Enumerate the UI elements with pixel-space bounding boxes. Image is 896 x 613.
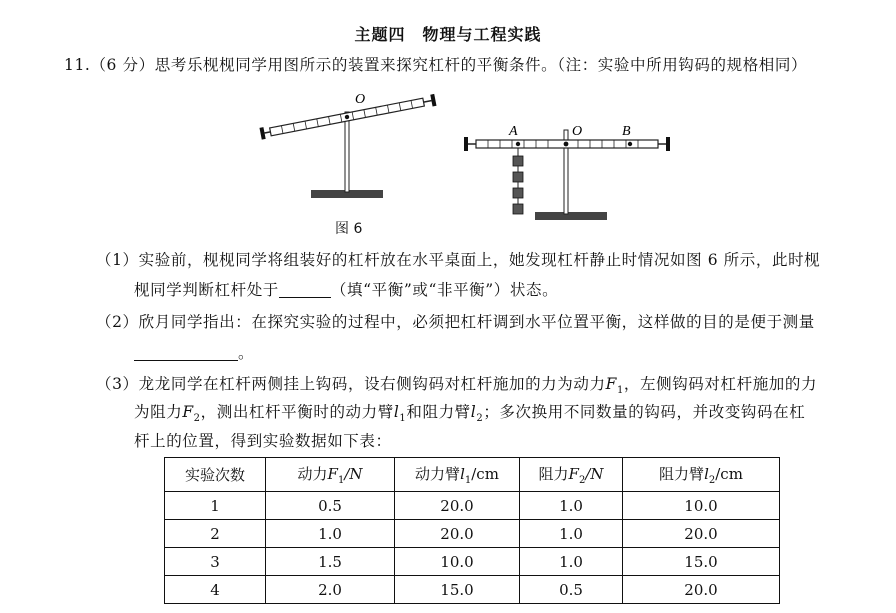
question-score: （6 分）: [90, 56, 155, 74]
table-cell: 20.0: [395, 492, 520, 520]
table-row: [165, 492, 780, 520]
experiment-data-table: [164, 457, 780, 604]
table-cell: 1.0: [520, 548, 623, 576]
part2-line2: [134, 341, 254, 363]
subscript: 2: [476, 413, 484, 425]
table-row: [165, 548, 780, 576]
table-cell: 10.0: [395, 548, 520, 576]
part3-text: ；多次换用不同数量的钩码，并改变钩码在杠: [483, 403, 806, 421]
label-b: B: [622, 124, 631, 139]
table-cell: 15.0: [395, 576, 520, 604]
symbol-f: F: [182, 403, 194, 421]
table-header-row: [165, 458, 780, 492]
question-stem: [64, 53, 807, 75]
figure-caption: 图 6: [335, 221, 363, 237]
part1-answer-blank[interactable]: [279, 281, 331, 298]
table-cell: 0.5: [266, 492, 395, 520]
part1-line2: [134, 278, 558, 300]
question-number: 11.: [64, 56, 91, 74]
label-a: A: [509, 124, 518, 139]
symbol-l: l: [470, 403, 477, 421]
table-cell: 20.0: [623, 520, 780, 548]
horizontal-lever-apparatus: [464, 124, 670, 220]
table-cell: 1.0: [266, 520, 395, 548]
part1-text-after: （填“平衡”或“非平衡”）状态。: [330, 281, 559, 299]
header-effort-arm: 动力臂$l_1/cm$: [395, 458, 520, 492]
table-cell: 2: [165, 520, 266, 548]
header-effort-force: 动力$F_1/N$: [266, 458, 395, 492]
part3-line2: [134, 400, 805, 424]
part3-line3: 杆上的位置，得到实验数据如下表：: [134, 432, 392, 450]
subscript: 2: [193, 413, 201, 425]
lever-figure: [255, 90, 695, 220]
table-cell: 0.5: [520, 576, 623, 604]
part3-text: ，测出杠杆平衡时的动力臂: [200, 403, 394, 421]
subscript: 1: [399, 413, 407, 425]
header-load-force: 阻力$F_2/N$: [520, 458, 623, 492]
symbol-l: l: [393, 403, 400, 421]
header-trial-count: 实验次数: [165, 458, 266, 492]
question-text: 思考乐枧枧同学用图所示的装置来探究杠杆的平衡条件。（注：实验中所用钩码的规格相同）: [154, 56, 808, 74]
part2-text-after: 。: [238, 344, 255, 362]
section-title: 主题四 物理与工程实践: [354, 25, 542, 44]
table-cell: 10.0: [623, 492, 780, 520]
header-load-arm: 阻力臂$l_2/cm$: [623, 458, 780, 492]
part3-text: 为阻力: [134, 403, 183, 421]
table-cell: 1: [165, 492, 266, 520]
label-o-right: O: [572, 124, 583, 139]
subscript: 1: [616, 385, 624, 397]
part3-text: （3）龙龙同学在杠杆两侧挂上钩码，设右侧钩码对杠杆施加的力为动力: [96, 375, 606, 393]
table-cell: 1.0: [520, 492, 623, 520]
table-cell: 4: [165, 576, 266, 604]
table-cell: 1.5: [266, 548, 395, 576]
part3-text: 和阻力臂: [406, 403, 471, 421]
table-cell: 1.0: [520, 520, 623, 548]
part3-line1: [96, 372, 817, 396]
label-o-left: O: [355, 92, 366, 107]
table-cell: 2.0: [266, 576, 395, 604]
part2-line1: （2）欣月同学指出：在探究实验的过程中，必须把杠杆调到水平位置平衡，这样做的目的是便于测量: [96, 313, 815, 331]
part2-answer-blank[interactable]: [134, 344, 238, 361]
part3-text: ，左侧钩码对杠杆施加的力: [623, 375, 818, 393]
table-row: [165, 576, 780, 604]
tilted-lever-apparatus: [259, 92, 436, 198]
part1-line1: （1）实验前，枧枧同学将组装好的杠杆放在水平桌面上，她发现杠杆静止时情况如图 6 所示，此时枧: [96, 251, 821, 269]
symbol-f: F: [605, 375, 617, 393]
part1-text-before: 枧同学判断杠杆处于: [134, 281, 279, 299]
table-cell: 15.0: [623, 548, 780, 576]
table-cell: 20.0: [395, 520, 520, 548]
table-cell: 3: [165, 548, 266, 576]
table-row: [165, 520, 780, 548]
table-cell: 20.0: [623, 576, 780, 604]
